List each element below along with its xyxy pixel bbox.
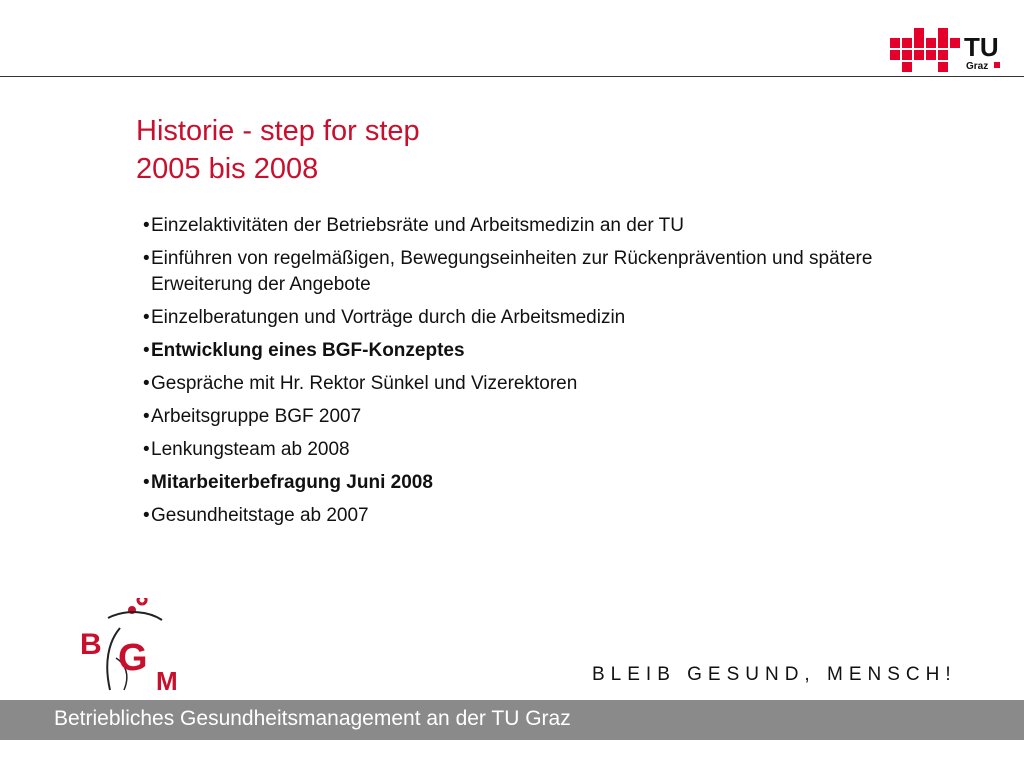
- bullet-item: [143, 213, 913, 239]
- bullet-text: Gesundheitstage ab 2007: [151, 505, 369, 526]
- bullet-text: Arbeitsgruppe BGF 2007: [151, 406, 362, 427]
- slide-title-line-2: 2005 bis 2008: [136, 153, 319, 185]
- footer-text: Betriebliches Gesundheitsmanagement an der TU Graz: [54, 707, 571, 730]
- bullet-marker: •: [143, 472, 150, 493]
- header-divider: [0, 76, 1024, 77]
- bullet-marker: •: [143, 248, 150, 269]
- bullet-item: [143, 305, 913, 331]
- bullet-marker: •: [143, 406, 150, 427]
- bullet-text: Einzelberatungen und Vorträge durch die Arbeitsmedizin: [151, 307, 626, 328]
- bgm-letter-m: M: [156, 666, 178, 694]
- bullet-marker: •: [143, 307, 150, 328]
- footer-bar: [0, 700, 1024, 740]
- bullet-item: [143, 404, 913, 430]
- tu-logo-text: TU: [964, 32, 999, 62]
- bullet-item: [143, 503, 913, 529]
- bullet-text: Gespräche mit Hr. Rektor Sünkel und Vizerektoren: [151, 373, 578, 394]
- bullet-item: [143, 246, 913, 298]
- bullet-item: [143, 338, 913, 364]
- tu-graz-logo: [890, 28, 1002, 72]
- bullet-marker: •: [143, 373, 150, 394]
- bgm-letter-g: G: [118, 637, 148, 679]
- slide-title: [136, 112, 420, 188]
- bgm-logo: [80, 598, 188, 694]
- bgm-letter-b: B: [80, 628, 102, 661]
- slide-title-line-1: Historie - step for step: [136, 115, 420, 147]
- bullet-list: [143, 213, 913, 536]
- bullet-marker: •: [143, 505, 150, 526]
- bullet-text: Entwicklung eines BGF-Konzeptes: [151, 340, 465, 361]
- bullet-text: Einführen von regelmäßigen, Bewegungseinheiten zur Rückenprävention und spätere Erweiterung der Angebote: [151, 248, 873, 295]
- bullet-text: Einzelaktivitäten der Betriebsräte und Arbeitsmedizin an der TU: [151, 215, 684, 236]
- bullet-marker: •: [143, 215, 150, 236]
- bullet-marker: •: [143, 340, 150, 361]
- bullet-marker: •: [143, 439, 150, 460]
- bullet-item: [143, 470, 913, 496]
- tu-logo-subtext: Graz: [966, 61, 989, 72]
- bullet-text: Mitarbeiterbefragung Juni 2008: [151, 472, 433, 493]
- slogan: BLEIB GESUND, MENSCH!: [592, 664, 957, 685]
- bullet-item: [143, 437, 913, 463]
- bullet-item: [143, 371, 913, 397]
- bullet-text: Lenkungsteam ab 2008: [151, 439, 350, 460]
